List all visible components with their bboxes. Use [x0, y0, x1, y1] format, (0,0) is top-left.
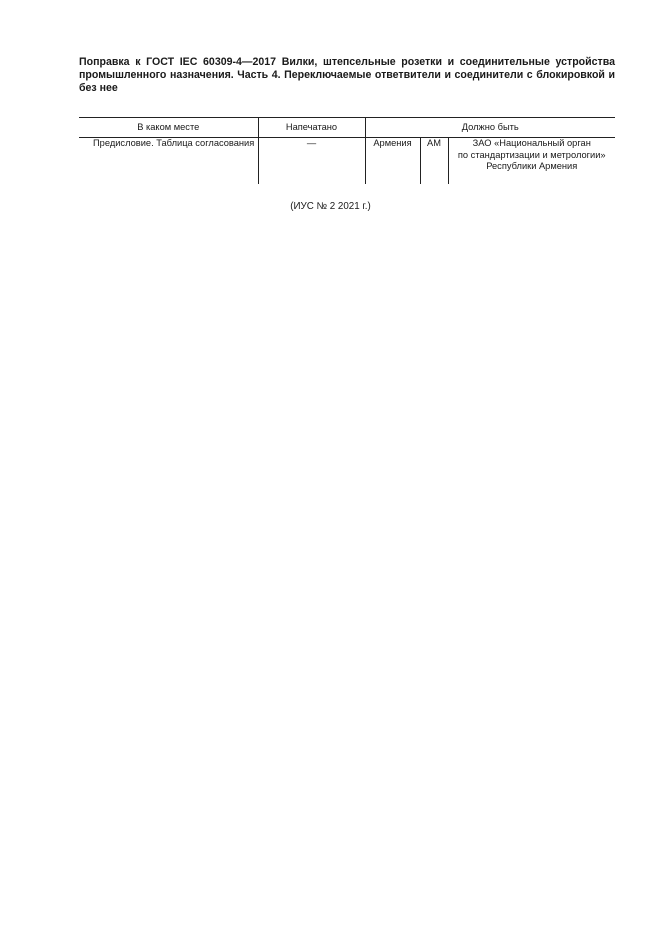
- cell-printed: —: [258, 138, 365, 185]
- organization-line-3: Республики Армения: [486, 161, 578, 171]
- cell-where-text: Предисловие. Таблица согласования: [93, 138, 255, 148]
- cell-where: [79, 138, 258, 185]
- table-row: [79, 138, 615, 185]
- publication-reference: (ИУС № 2 2021 г.): [290, 201, 371, 212]
- cell-country-code: AM: [420, 138, 448, 185]
- header-should-be: Должно быть: [365, 118, 615, 138]
- table-header-row: [79, 118, 615, 138]
- organization-line-1: ЗАО «Национальный орган: [472, 138, 591, 148]
- cell-organization: [448, 138, 615, 185]
- cell-country: Армения: [365, 138, 420, 185]
- document-title: Поправка к ГОСТ IEC 60309-4—2017 Вилки, штепсельные розетки и соединительные устройства промышленного назначения. Часть 4. Переключаемые ответвители и соединители с блокировкой и без нее: [79, 56, 615, 94]
- header-printed: Напечатано: [258, 118, 365, 138]
- organization-line-2: по стандартизации и метрологии»: [457, 149, 606, 160]
- corrections-table: [79, 117, 615, 184]
- header-where: В каком месте: [79, 118, 258, 138]
